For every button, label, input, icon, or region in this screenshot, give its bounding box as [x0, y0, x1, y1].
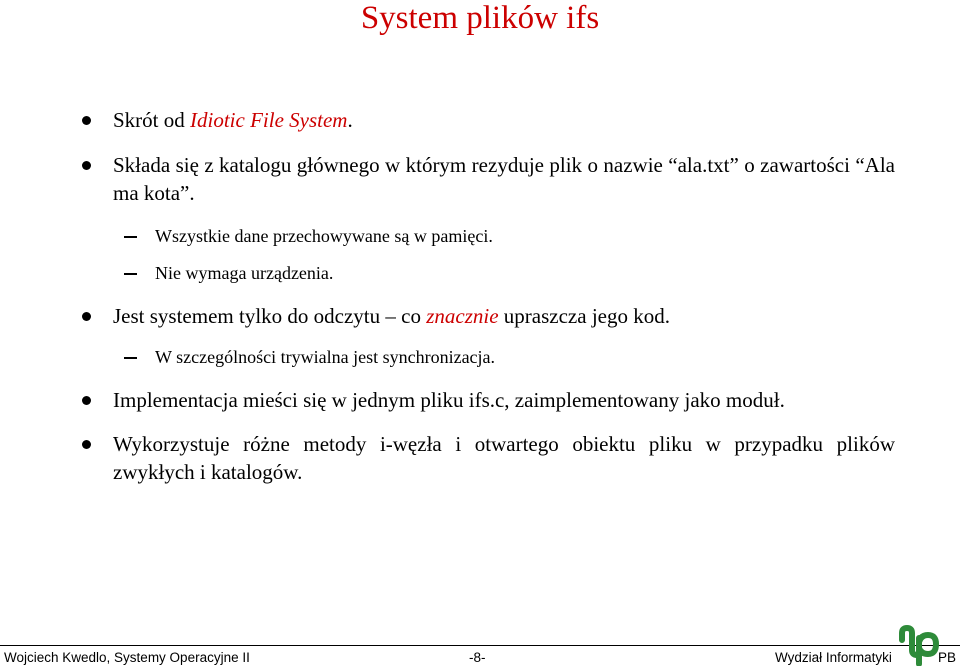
footer-page-number: -8-: [469, 650, 486, 665]
sub-item-2-1: Wszystkie dane przechowywane są w pamięci.: [155, 226, 493, 246]
dash-icon: [124, 357, 137, 359]
bullet-item-1-tail: .: [347, 108, 353, 132]
bullet-item-1-lead: Skrót od: [113, 108, 191, 132]
footer-faculty: Wydział Informatyki: [775, 650, 892, 665]
bullet-item-5: Wykorzystuje różne metody i-węzła i otwartego obiektu pliku w przypadku plików zwykłych i katalogów.: [113, 432, 895, 484]
dash-icon: [124, 236, 137, 238]
sub-item-2-2: Nie wymaga urządzenia.: [155, 263, 334, 283]
bullet-item-1-emphasis: Idiotic File System: [190, 108, 348, 132]
dash-icon: [124, 273, 137, 275]
sub-item-3-1: W szczególności trywialna jest synchronizacja.: [155, 347, 496, 367]
bullet-item-3-tail: upraszcza jego kod.: [498, 304, 670, 328]
university-logo-icon: [897, 624, 941, 666]
slide-title: System plików ifs: [360, 0, 600, 36]
bullet-dot-icon: [82, 396, 91, 405]
bullet-item-3-lead: Jest systemem tylko do odczytu – co: [113, 304, 427, 328]
bullet-dot-icon: [82, 440, 91, 449]
bullet-item-4: Implementacja mieści się w jednym pliku ifs.c, zaimplementowany jako moduł.: [113, 388, 785, 412]
bullet-item-3-emphasis: znacznie: [426, 304, 499, 328]
bullet-dot-icon: [82, 312, 91, 321]
footer-rule: [0, 645, 960, 646]
bullet-item-2: Składa się z katalogu głównego w którym rezyduje plik o nazwie “ala.txt” o zawartości “Ala ma kota”.: [113, 153, 895, 205]
bullet-dot-icon: [82, 161, 91, 170]
bullet-item-1: [113, 106, 895, 134]
footer-author-course: Wojciech Kwedlo, Systemy Operacyjne II: [4, 650, 250, 665]
footer-university: PB: [938, 650, 957, 665]
bullet-item-3: [113, 302, 895, 330]
bullet-dot-icon: [82, 116, 91, 125]
